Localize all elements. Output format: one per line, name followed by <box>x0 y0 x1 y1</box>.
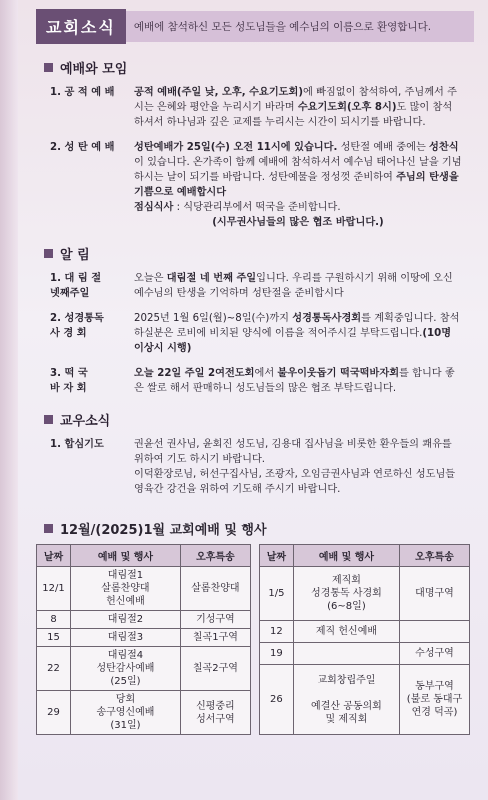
cell-date: 8 <box>37 611 71 629</box>
item-body <box>134 85 462 130</box>
cell-special: 동부구역 (불로 동대구 연경 덕곡) <box>400 665 470 735</box>
cell-date: 12 <box>259 620 293 642</box>
cell-special: 기성구역 <box>180 611 250 629</box>
item-text: 도 많이 참석하셔서 하나님과 깊은 교제를 누리시는 시간이 되시기를 바랍니다. <box>134 102 453 128</box>
schedule-heading <box>44 519 478 538</box>
item-text: 오늘은 <box>134 273 167 284</box>
table-row <box>259 567 469 621</box>
cell-date: 15 <box>37 629 71 647</box>
item-label: 3. 떡 국 바 자 회 <box>50 368 88 394</box>
cell-special: 칠곡2구역 <box>180 647 250 691</box>
cell-special: 칠곡1구역 <box>180 629 250 647</box>
members-item-prayer <box>50 437 462 497</box>
notice-item-advent <box>50 271 462 301</box>
cell-date: 1/5 <box>259 567 293 621</box>
item-text-bold: 수요기도회(오후 8시) <box>297 102 397 113</box>
item-text: 이덕환장로님, 허선구집사님, 조광자, 오임금권사님과 연로하신 성도님들 영육간 강건을 위하여 기도해 주시기 바랍니다. <box>134 469 456 495</box>
cell-event: 당회 송구영신예배 (31일) <box>71 691 181 735</box>
schedule-tables <box>36 544 470 735</box>
item-body <box>134 311 462 356</box>
section-members-heading <box>44 410 478 429</box>
item-text-bold: (10명 이상시 시행) <box>134 328 452 354</box>
lunch-text: : 식당관리부에서 떡국을 준비합니다. <box>173 202 341 213</box>
cell-date: 26 <box>259 665 293 735</box>
item-text-bold: 성경통독사경회 <box>292 313 362 324</box>
column-header: 오후특송 <box>180 545 250 567</box>
table-row <box>37 629 251 647</box>
cell-date: 12/1 <box>37 567 71 611</box>
item-text: 를 계획중입니다. 참석하실분은 로비에 비치된 양식에 이름을 적어주시길 부탁드립니다. <box>134 313 460 339</box>
section-worship-title: 예배와 모임 <box>60 62 128 77</box>
lunch-note: (시무권사님들의 많은 협조 바랍니다.) <box>212 217 384 228</box>
item-text-bold: 성찬식 <box>429 142 459 153</box>
table-row <box>259 665 469 735</box>
section-notice-heading <box>44 244 478 263</box>
table-row <box>259 620 469 642</box>
item-text: 권윤선 권사님, 윤회진 성도님, 김용대 집사님을 비롯한 환우들의 쾌유를 위하여 기도 하시기 바랍니다. <box>134 439 452 465</box>
schedule-title: 12월/(2025)1월 교회예배 및 행사 <box>60 523 267 538</box>
item-text: 입니다. 우리를 구원하시기 위해 이땅에 오신 예수님의 탄생을 기억하며 성탄절을 준비합시다 <box>134 273 453 299</box>
item-text-bold: 주님의 탄생을 기쁨으로 예배합시다 <box>134 172 459 198</box>
notice-item-bazaar <box>50 366 462 396</box>
cell-event: 대림절1 살롬찬양대 헌신예배 <box>71 567 181 611</box>
square-bullet-icon <box>44 63 53 72</box>
section-worship-heading <box>44 58 478 77</box>
square-bullet-icon <box>44 524 53 533</box>
item-text: 2025년 1월 6일(월)~8일(수)까지 <box>134 313 293 324</box>
schedule-table-january <box>259 544 470 735</box>
cell-special: 수성구역 <box>400 643 470 665</box>
cell-event: 대림절3 <box>71 629 181 647</box>
table-row <box>37 611 251 629</box>
cell-special: 신평중리 성서구역 <box>180 691 250 735</box>
cell-event: 대림절2 <box>71 611 181 629</box>
item-text: 이 있습니다. 온가족이 함께 예배에 참석하셔서 예수님 태어나신 날을 기념하시는 날이 되기를 바랍니다. 성탄예물을 정성껏 준비하여 <box>134 157 462 183</box>
table-row <box>37 567 251 611</box>
cell-date: 22 <box>37 647 71 691</box>
item-text-bold: 오늘 22일 주일 2여전도회 <box>134 368 255 379</box>
lunch-label: 점심식사 <box>134 202 174 213</box>
item-body <box>134 437 462 497</box>
item-label: 2. 성경통독 사 경 회 <box>50 313 104 339</box>
cell-date: 19 <box>259 643 293 665</box>
cell-special <box>400 620 470 642</box>
item-label: 2. 성 탄 예 배 <box>50 142 115 153</box>
page-title: 교회소식 <box>36 9 126 44</box>
bulletin-header <box>10 8 478 44</box>
cell-special: 대명구역 <box>400 567 470 621</box>
section-members-title: 교우소식 <box>60 414 111 429</box>
item-text: 성탄절 예배 중에는 <box>337 142 430 153</box>
item-text-bold: 불우이웃돕기 떡국떡바자회 <box>277 368 400 379</box>
square-bullet-icon <box>44 249 53 258</box>
cell-event: 대림절4 성탄감사예배 (25일) <box>71 647 181 691</box>
item-text: 에서 <box>254 368 278 379</box>
cell-event: 제직회 성경통독 사경회 (6~8일) <box>293 567 399 621</box>
column-header: 날짜 <box>37 545 71 567</box>
item-body <box>134 140 462 230</box>
worship-item-public <box>50 85 462 130</box>
column-header: 날짜 <box>259 545 293 567</box>
item-text: 를 합니다 좋은 쌀로 해서 판매하니 성도님들의 많은 협조 부탁드립니다. <box>134 368 455 394</box>
schedule-table-december <box>36 544 251 735</box>
cell-event: 제직 헌신예배 <box>293 620 399 642</box>
column-header: 예배 및 행사 <box>293 545 399 567</box>
notice-item-bible-study <box>50 311 462 356</box>
column-header: 예배 및 행사 <box>71 545 181 567</box>
item-label: 1. 합심기도 <box>50 439 104 450</box>
item-label: 1. 대 림 절 넷째주일 <box>50 273 102 299</box>
cell-event: 교회창립주일 예결산 공동의회 및 제직회 <box>293 665 399 735</box>
worship-item-christmas <box>50 140 462 230</box>
column-header: 오후특송 <box>400 545 470 567</box>
item-text: 에 빠짐없이 참석하여, 주님께서 주시는 은혜와 평안을 누리시기 바라며 <box>134 87 457 113</box>
cell-special: 살롬찬양대 <box>180 567 250 611</box>
item-text-bold: 공적 예배(주일 낮, 오후, 수요기도회) <box>134 87 304 98</box>
table-row <box>259 643 469 665</box>
cell-date: 29 <box>37 691 71 735</box>
section-notice-title: 알 림 <box>60 248 90 263</box>
item-text-bold: 성탄예배가 25일(수) 오전 11시에 있습니다. <box>134 142 338 153</box>
item-text-bold: 대림절 네 번째 주일 <box>166 273 257 284</box>
table-row <box>37 647 251 691</box>
welcome-banner: 예배에 참석하신 모든 성도님들을 예수님의 이름으로 환영합니다. <box>126 11 474 42</box>
table-row <box>37 691 251 735</box>
item-body <box>134 366 462 396</box>
item-label: 1. 공 적 예 배 <box>50 87 115 98</box>
item-body <box>134 271 462 301</box>
cell-event <box>293 643 399 665</box>
square-bullet-icon <box>44 415 53 424</box>
